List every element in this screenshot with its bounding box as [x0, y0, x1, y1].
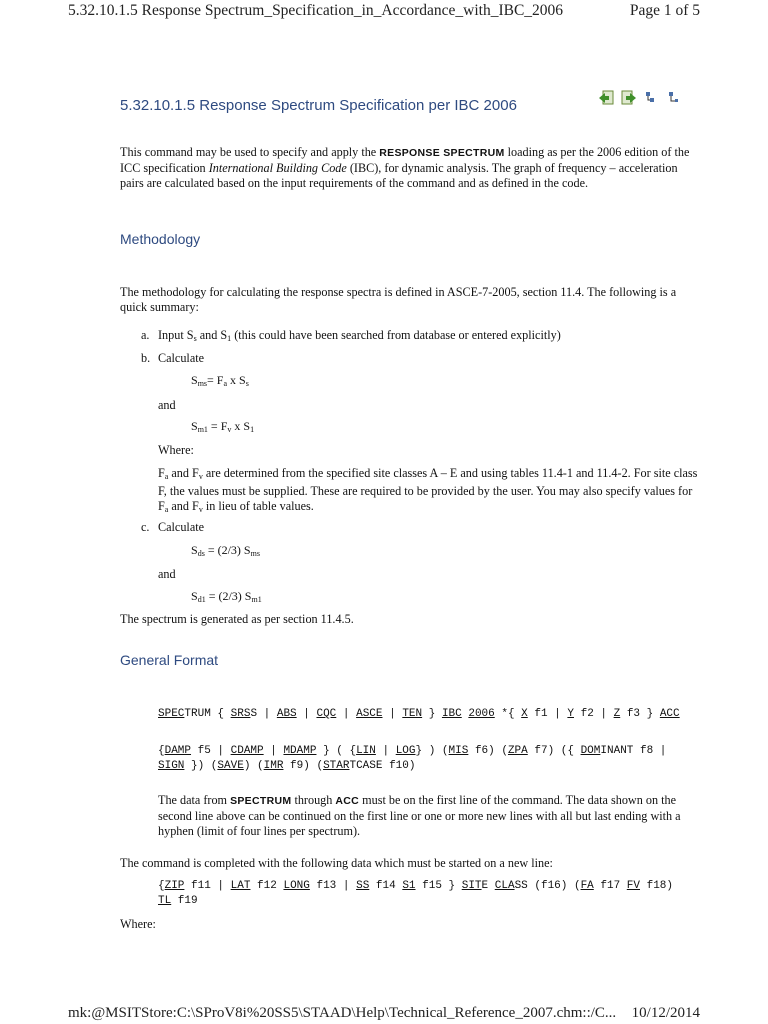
methodology-heading: Methodology	[120, 231, 201, 247]
equation-sm1: $S_{m1} = F_v$ x $S_1$	[191, 419, 255, 434]
previous-topic-icon[interactable]	[598, 89, 614, 107]
general-format-heading: General Format	[120, 652, 219, 668]
format-note: The data from SPECTRUM through ACC must be on the first line of the command. The data shown on the second line above can be continued on the first line or one or more new lines with all but last ending with a hyphen (limit of four lines per spectrum).	[158, 793, 681, 838]
and-text-2: and	[158, 567, 176, 581]
completed-text: The command is completed with the following data which must be started on a new line:	[120, 856, 553, 870]
where-text-2: Where:	[120, 917, 156, 931]
topic-toolbar	[598, 89, 683, 107]
syntax-line-3: {ZIP f11 | LAT f12 LONG f13 | SS f14 S1 f15 } SITE CLASS (f16) (FA f17 FV f18) TL f19	[158, 880, 674, 907]
keyword-response-spectrum: RESPONSE SPECTRUM	[379, 147, 505, 159]
page-number: Page 1 of 5	[629, 2, 700, 19]
expand-all-icon[interactable]	[644, 89, 660, 107]
syntax-line-2: {DAMP f5 | CDAMP | MDAMP } ( {LIN | LOG} ) (MIS f6) (ZPA f7) ({ DOMINANT f8 | SIGN }) (SAVE) (IMR f9) (STARTCASE f10)	[158, 745, 667, 772]
equation-sds: $S_{ds} = (2/3)$ $S_{ms}$	[191, 543, 260, 558]
spectrum-generated-text: The spectrum is generated as per section 11.4.5.	[120, 612, 354, 626]
fa-fv-paragraph: $F_a$ and $F_v$ are determined from the specified site classes A – E and using tables 11.4-1 and 11.4-2. For site class F, the values must be supplied. These are required to be provided by the user. You may also specify values for $F_a$ and $F_v$ in lieu of table values.	[158, 466, 698, 514]
where-text-1: Where:	[158, 443, 194, 457]
and-text-1: and	[158, 398, 176, 412]
equation-sd1: $S_{d1} = (2/3)$ $S_{m1}$	[191, 589, 262, 604]
intro-paragraph: This command may be used to specify and apply the RESPONSE SPECTRUM loading as per the 2006 edition of the ICC specification International Building Code (IBC), for dynamic analysis. The graph of frequency – acceleration pairs are calculated based on the input requirements of the command and as defined in the code.	[120, 145, 690, 190]
list-item-a: a. Input $S_s$ and $S_1$ (this could have been searched from database or entered explicitly)	[141, 328, 561, 343]
equation-sms: $S_{ms}= F_a$ x $S_s$	[191, 373, 249, 388]
syntax-line-1: SPECTRUM { SRSS | ABS | CQC | ASCE | TEN } IBC 2006 *{ X f1 | Y f2 | Z f3 } ACC	[158, 708, 680, 720]
next-topic-icon[interactable]	[621, 89, 637, 107]
footer-date: 10/12/2014	[631, 1005, 700, 1021]
document-title: 5.32.10.1.5 Response Spectrum Specification per IBC 2006	[120, 97, 517, 114]
page-header-title: 5.32.10.1.5 Response Spectrum_Specification_in_Accordance_with_IBC_2006	[68, 2, 564, 19]
collapse-all-icon[interactable]	[667, 89, 683, 107]
methodology-summary: The methodology for calculating the response spectra is defined in ASCE-7-2005, section 11.4. The following is a quick summary:	[120, 285, 677, 314]
list-item-c: c. Calculate	[141, 520, 205, 534]
footer-url: mk:@MSITStore:C:\SProV8i%20SS5\STAAD\Help\Technical_Reference_2007.chm::/C...	[68, 1005, 617, 1021]
list-item-b: b. Calculate	[141, 351, 205, 365]
